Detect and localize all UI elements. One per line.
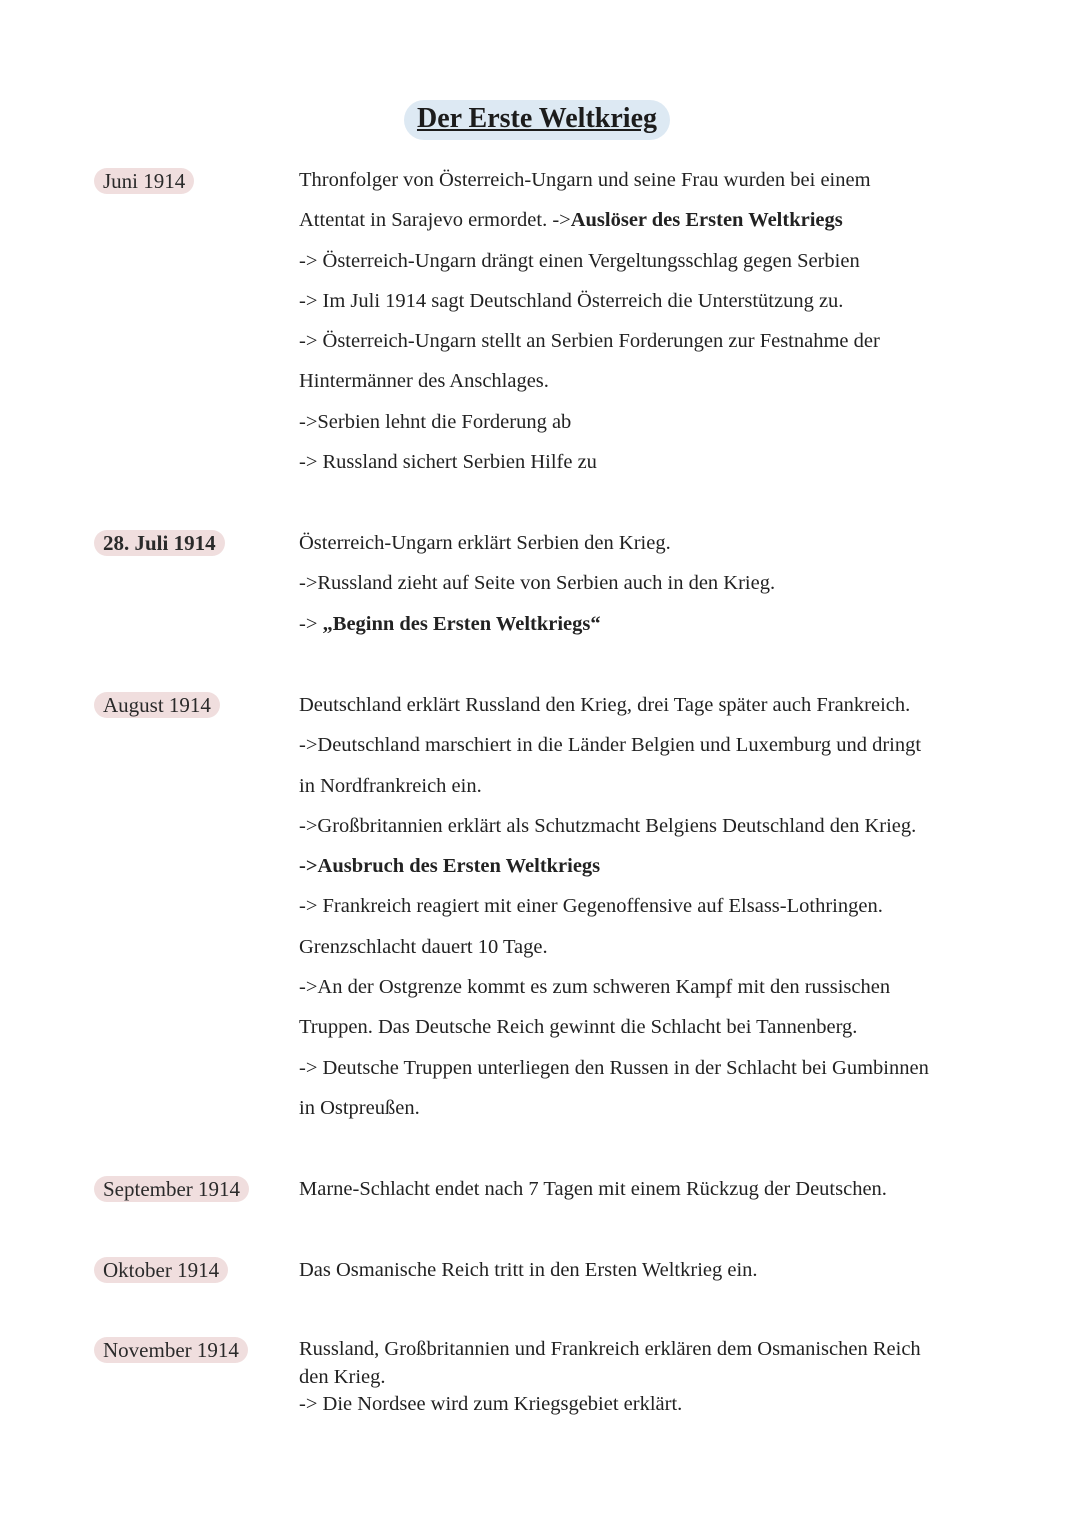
entry-line: -> Deutsche Truppen unterliegen den Russen in der Schlacht bei Gumbinnen [299,1056,929,1079]
date-badge-28-juli-1914: 28. Juli 1914 [94,530,225,556]
page-title: Der Erste Weltkrieg [404,100,670,140]
entry-line: -> Die Nordsee wird zum Kriegsgebiet erklärt. [299,1393,683,1415]
date-badge-juni-1914: Juni 1914 [94,168,194,194]
entry-juni-1914 [299,160,999,482]
entry-line: Russland, Großbritannien und Frankreich erklären dem Osmanischen Reich [299,1338,921,1360]
entry-line: ->Russland zieht auf Seite von Serbien auch in den Krieg. [299,572,776,595]
entry-line: -> Russland sichert Serbien Hilfe zu [299,451,597,474]
entry-line: -> Österreich-Ungarn stellt an Serbien Forderungen zur Festnahme der [299,330,880,353]
entry-28-juli-1914 [299,523,999,644]
entry-oktober-1914 [299,1250,999,1290]
entry-line: ->Deutschland marschiert in die Länder Belgien und Luxemburg und dringt [299,734,922,757]
entry-line: Deutschland erklärt Russland den Krieg, drei Tage später auch Frankreich. [299,694,911,716]
entry-line: ->An der Ostgrenze kommt es zum schweren Kampf mit den russischen [299,976,891,999]
entry-line: -> Österreich-Ungarn drängt einen Vergeltungsschlag gegen Serbien [299,249,860,272]
entry-line: in Ostpreußen. [299,1096,420,1119]
entry-line: ->Großbritannien erklärt als Schutzmacht Belgiens Deutschland den Krieg. [299,814,917,837]
entry-line: Hintermänner des Anschlages. [299,370,549,393]
entry-line: ->Ausbruch des Ersten Weltkriegs [299,855,601,878]
date-badge-september-1914: September 1914 [94,1176,249,1202]
entry-line: ->Serbien lehnt die Forderung ab [299,410,572,433]
entry-line: Grenzschlacht dauert 10 Tage. [299,935,548,958]
entry-line: -> Im Juli 1914 sagt Deutschland Österreich die Unterstützung zu. [299,289,844,312]
entry-line: -> Frankreich reagiert mit einer Gegenoffensive auf Elsass-Lothringen. [299,895,883,918]
entry-line: Truppen. Das Deutsche Reich gewinnt die Schlacht bei Tannenberg. [299,1016,858,1039]
entry-august-1914 [299,685,999,1128]
entry-line: den Krieg. [299,1365,386,1388]
entry-line: Marne-Schlacht endet nach 7 Tagen mit einem Rückzug der Deutschen. [299,1178,887,1200]
entry-line: in Nordfrankreich ein. [299,774,482,797]
entry-november-1914 [299,1336,999,1419]
date-badge-oktober-1914: Oktober 1914 [94,1257,228,1283]
entry-line: Attentat in Sarajevo ermordet. ->Auslöser des Ersten Weltkriegs [299,209,843,232]
entry-line: Das Osmanische Reich tritt in den Ersten Weltkrieg ein. [299,1259,758,1281]
entry-line: Thronfolger von Österreich-Ungarn und seine Frau wurden bei einem [299,169,871,191]
entry-line: Österreich-Ungarn erklärt Serbien den Krieg. [299,532,671,554]
date-badge-november-1914: November 1914 [94,1337,248,1363]
entry-september-1914 [299,1169,999,1209]
entry-line: -> „Beginn des Ersten Weltkriegs“ [299,612,601,635]
date-badge-august-1914: August 1914 [94,692,220,718]
